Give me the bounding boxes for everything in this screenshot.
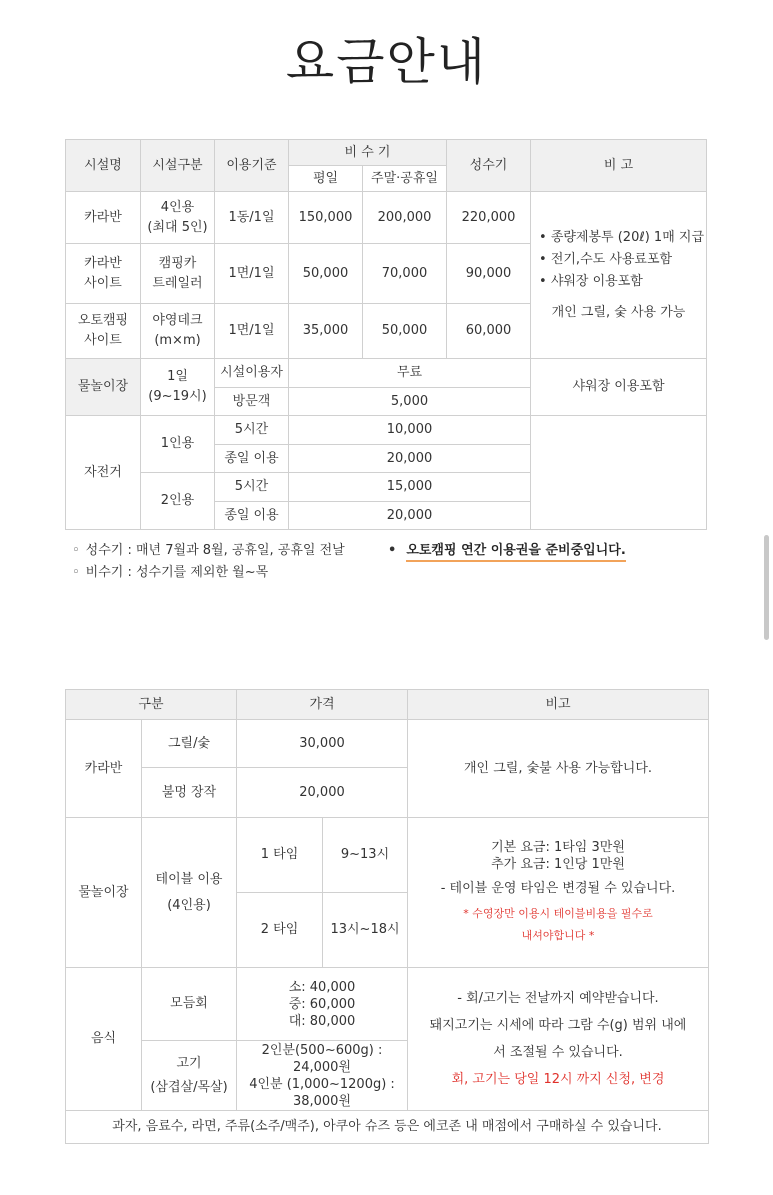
bicycle-type: 1인용 bbox=[141, 416, 215, 473]
weekend-price: 70,000 bbox=[363, 244, 447, 304]
bicycle-type: 2인용 bbox=[141, 473, 215, 530]
price-cell: 소: 40,000 중: 60,000 대: 80,000 bbox=[237, 968, 408, 1041]
weekday-price: 50,000 bbox=[289, 244, 363, 304]
group-name: 음식 bbox=[66, 968, 142, 1111]
peak-price: 220,000 bbox=[447, 192, 531, 244]
store-note: 과자, 음료수, 라면, 주류(소주/맥주), 아쿠아 슈즈 등은 에코존 내 매점에서 구매하실 수 있습니다. bbox=[66, 1111, 709, 1144]
price-cell: 15,000 bbox=[289, 473, 531, 502]
header-off-season: 비 수 기 bbox=[289, 140, 447, 166]
price-cell: 20,000 bbox=[289, 502, 531, 530]
price-cell: 무료 bbox=[289, 359, 531, 388]
announcement bbox=[388, 540, 626, 562]
group-name: 카라반 bbox=[66, 720, 142, 818]
facility-category: 1일 (9~19시) bbox=[141, 359, 215, 416]
header-price: 가격 bbox=[237, 690, 408, 720]
facility-category: 야영데크 (m×m) bbox=[141, 304, 215, 359]
price-cell: 5,000 bbox=[289, 388, 531, 416]
basis-cell: 1동/1일 bbox=[215, 192, 289, 244]
table-row bbox=[66, 818, 709, 893]
facility-name: 물놀이장 bbox=[66, 359, 141, 416]
facility-category: 캠핑카 트레일러 bbox=[141, 244, 215, 304]
facility-name: 카라반 사이트 bbox=[66, 244, 141, 304]
item-name: 모듬회 bbox=[142, 968, 237, 1041]
table-row bbox=[66, 968, 709, 1041]
water-play-remarks: 샤워장 이용포함 bbox=[531, 359, 707, 416]
facility-name: 카라반 bbox=[66, 192, 141, 244]
time-range: 13시~18시 bbox=[323, 893, 408, 968]
header-remarks: 비고 bbox=[408, 690, 709, 720]
item-name: 그릴/숯 bbox=[142, 720, 237, 768]
header-category: 구분 bbox=[66, 690, 237, 720]
table-row bbox=[66, 192, 707, 244]
price-cell: 20,000 bbox=[289, 445, 531, 473]
basis-cell: 1면/1일 bbox=[215, 244, 289, 304]
facility-name: 자전거 bbox=[66, 416, 141, 530]
table-row bbox=[66, 1111, 709, 1144]
header-peak: 성수기 bbox=[447, 140, 531, 192]
season-notes bbox=[72, 540, 345, 584]
extra-fee-table bbox=[65, 689, 709, 1144]
group-name: 물놀이장 bbox=[66, 818, 142, 968]
weekday-price: 35,000 bbox=[289, 304, 363, 359]
table-row bbox=[66, 416, 707, 445]
header-basis: 이용기준 bbox=[215, 140, 289, 192]
facility-category: 4인용 (최대 5인) bbox=[141, 192, 215, 244]
weekday-price: 150,000 bbox=[289, 192, 363, 244]
basis-cell: 1면/1일 bbox=[215, 304, 289, 359]
page-title: 요금안내 bbox=[285, 33, 488, 91]
bullet-icon: • bbox=[388, 543, 397, 558]
user-type: 방문객 bbox=[215, 388, 289, 416]
header-category: 시설구분 bbox=[141, 140, 215, 192]
bicycle-remarks bbox=[531, 416, 707, 530]
weekend-price: 50,000 bbox=[363, 304, 447, 359]
header-facility: 시설명 bbox=[66, 140, 141, 192]
off-season-note: ◦ 비수기 : 성수기를 제외한 월~목 bbox=[72, 562, 345, 584]
peak-price: 90,000 bbox=[447, 244, 531, 304]
price-cell: 10,000 bbox=[289, 416, 531, 445]
item-name: 테이블 이용 (4인용) bbox=[142, 818, 237, 968]
peak-season-note: ◦ 성수기 : 매년 7월과 8월, 공휴일, 공휴일 전날 bbox=[72, 540, 345, 562]
announcement-text: 오토캠핑 연간 이용권을 준비중입니다. bbox=[406, 543, 625, 562]
time-slot: 1 타임 bbox=[237, 818, 323, 893]
weekend-price: 200,000 bbox=[363, 192, 447, 244]
camping-fee-table bbox=[65, 139, 707, 530]
peak-price: 60,000 bbox=[447, 304, 531, 359]
user-type: 시설이용자 bbox=[215, 359, 289, 388]
item-name: 고기 (삼겹살/목살) bbox=[142, 1041, 237, 1111]
scrollbar[interactable] bbox=[764, 535, 769, 640]
duration: 종일 이용 bbox=[215, 502, 289, 530]
caravan-remarks: 개인 그릴, 숯불 사용 가능합니다. bbox=[408, 720, 709, 818]
water-play-remarks: 기본 요금: 1타임 3만원 추가 요금: 1인당 1만원 - 테이블 운영 타임은 변경될 수 있습니다. * 수영장만 이용시 테이블비용을 필수로 내셔야합니다 * bbox=[408, 818, 709, 968]
header-weekend: 주말·공휴일 bbox=[363, 166, 447, 192]
table-row bbox=[66, 359, 707, 388]
time-range: 9~13시 bbox=[323, 818, 408, 893]
accommodation-remarks: • 종량제봉투 (20ℓ) 1매 지급 • 전기,수도 사용료포함 • 샤워장 이용포함 개인 그릴, 숯 사용 가능 bbox=[531, 192, 707, 359]
facility-name: 오토캠핑 사이트 bbox=[66, 304, 141, 359]
time-slot: 2 타임 bbox=[237, 893, 323, 968]
price-cell: 20,000 bbox=[237, 768, 408, 818]
duration: 5시간 bbox=[215, 473, 289, 502]
header-remarks: 비 고 bbox=[531, 140, 707, 192]
table-row bbox=[66, 720, 709, 768]
item-name: 불멍 장작 bbox=[142, 768, 237, 818]
header-weekday: 평일 bbox=[289, 166, 363, 192]
price-cell: 2인분(500~600g) : 24,000원 4인분 (1,000~1200g) : 38,000원 bbox=[237, 1041, 408, 1111]
duration: 종일 이용 bbox=[215, 445, 289, 473]
food-remarks: - 회/고기는 전날까지 예약받습니다. 돼지고기는 시세에 따라 그람 수(g) 범위 내에 서 조절될 수 있습니다. 회, 고기는 당일 12시 까지 신청, 변경 bbox=[408, 968, 709, 1111]
price-cell: 30,000 bbox=[237, 720, 408, 768]
duration: 5시간 bbox=[215, 416, 289, 445]
